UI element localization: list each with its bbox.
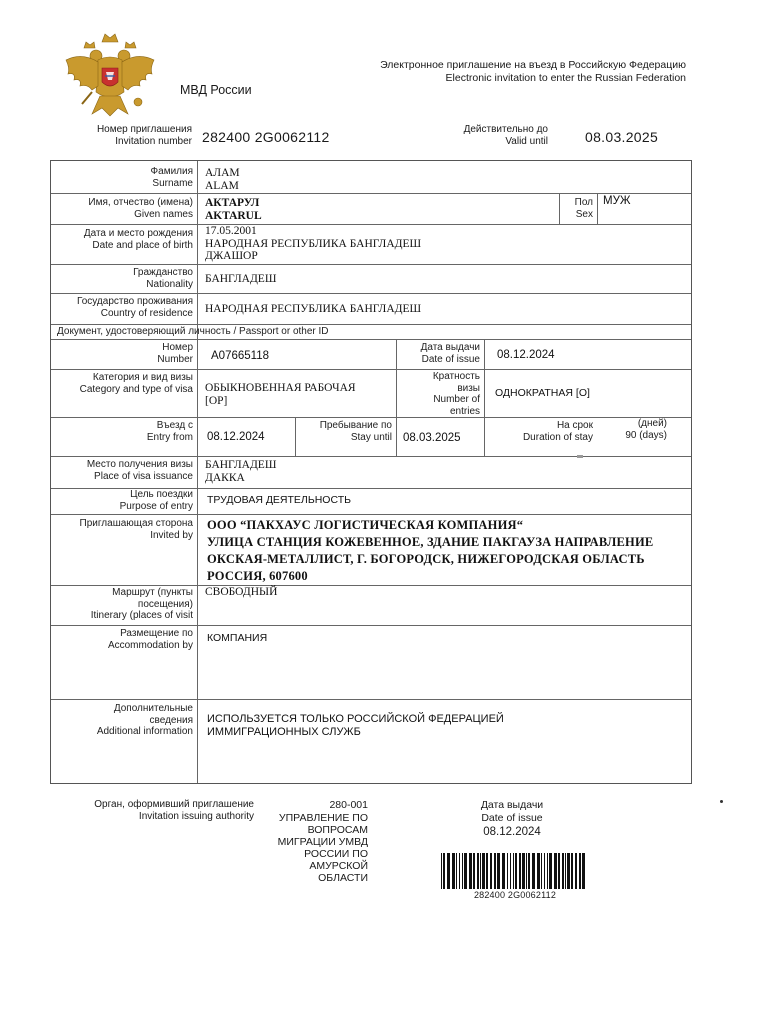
valid-until-date: 08.03.2025	[585, 129, 659, 145]
document-title-ru: Электронное приглашение на въезд в Российскую Федерацию	[380, 59, 686, 71]
visa-place-value	[205, 459, 276, 484]
label-ru: Дата и место рождения	[83, 228, 193, 239]
label-line: сведения	[149, 714, 193, 726]
label-ru: Номер	[162, 342, 193, 353]
valid-until-label	[420, 124, 548, 148]
barcode	[440, 853, 590, 889]
scan-speck	[577, 455, 583, 458]
passport-number-label	[55, 342, 193, 365]
label-en: Place of visa issuance	[94, 470, 193, 482]
barcode-bar	[565, 853, 566, 889]
label-line: Дополнительные	[113, 703, 193, 714]
barcode-bar	[443, 853, 445, 889]
barcode-bar	[473, 853, 475, 889]
birth-country: НАРОДНАЯ РЕСПУБЛИКА БАНГЛАДЕШ	[205, 237, 422, 250]
label-ru: На срок	[556, 420, 593, 431]
cell-divider	[396, 369, 397, 417]
barcode-bar	[522, 853, 525, 889]
purpose-value: ТРУДОВАЯ ДЕЯТЕЛЬНОСТЬ	[207, 494, 352, 506]
cell-divider	[295, 417, 296, 456]
birth-city: ДЖАШОР	[205, 250, 258, 262]
label-ru: Цель поездки	[130, 489, 193, 500]
label-en: Surname	[152, 177, 193, 189]
label-en: Stay until	[350, 431, 392, 443]
barcode-bar	[497, 853, 500, 889]
row-divider	[51, 699, 691, 700]
row-divider	[51, 456, 691, 457]
nationality-label	[55, 267, 193, 290]
itinerary-value: СВОБОДНЫЙ	[205, 586, 278, 598]
barcode-bar	[441, 853, 442, 889]
russian-coat-of-arms-emblem	[62, 30, 158, 118]
barcode-number: 282400 2G0062112	[473, 890, 557, 900]
invited-by-value	[207, 517, 653, 585]
surname-value	[205, 167, 240, 192]
row-divider	[51, 369, 691, 370]
label-ru: Государство проживания	[76, 296, 193, 307]
label-en: Nationality	[146, 278, 193, 290]
additional-info-label	[55, 703, 193, 738]
label-ru: Размещение по	[120, 628, 193, 639]
barcode-bar	[519, 853, 521, 889]
barcode-bar	[456, 853, 457, 889]
company-name: ООО “ПАКХАУС ЛОГИСТИЧЕСКАЯ КОМПАНИЯ“	[207, 518, 524, 532]
issuing-authority-label	[58, 799, 254, 823]
label-line: Кратность	[432, 371, 480, 382]
authority-line: ОБЛАСТИ	[318, 872, 368, 884]
label-ru: Гражданство	[133, 267, 193, 278]
visa-place-city: ДАККА	[205, 471, 245, 484]
date-of-issue-label	[399, 342, 480, 365]
label-ru: Пребывание по	[319, 420, 392, 431]
issue-date-value: 08.12.2024	[483, 826, 541, 838]
invited-by-label	[55, 518, 193, 541]
visa-category-value	[205, 382, 356, 407]
barcode-bar	[515, 853, 517, 889]
label-line: посещения)	[137, 598, 193, 610]
barcode-bar	[469, 853, 472, 889]
additional-info-value	[207, 713, 504, 739]
row-divider	[51, 264, 691, 265]
barcode-bar	[486, 853, 488, 889]
duration-unit: (дней)	[637, 418, 667, 429]
barcode-bar	[462, 853, 463, 889]
date-of-issue-value: 08.12.2024	[497, 349, 555, 361]
row-divider	[51, 324, 691, 325]
label-en: Category and type of visa	[79, 383, 193, 395]
label-ru: Пол	[574, 197, 593, 208]
label-line: Itinerary (places of visit	[90, 610, 193, 621]
label-en: Sex	[575, 208, 593, 220]
residence-value: НАРОДНАЯ РЕСПУБЛИКА БАНГЛАДЕШ	[205, 303, 422, 315]
purpose-label	[55, 489, 193, 512]
label-en: Date of issue	[421, 353, 480, 365]
label-ru: Действительно до	[463, 124, 548, 135]
label-en: Accommodation by	[107, 639, 193, 651]
given-names-value	[205, 197, 262, 222]
given-names-cyrillic: АКТАРУЛ	[205, 197, 260, 209]
label-ru: Дата выдачи	[480, 799, 544, 811]
label-en: Date of issue	[481, 812, 543, 824]
additional-line: ИММИГРАЦИОННЫХ СЛУЖБ	[207, 726, 361, 738]
nationality-value: БАНГЛАДЕШ	[205, 273, 277, 285]
multiplicity-value: ОДНОКРАТНАЯ [O]	[495, 387, 590, 399]
barcode-bar	[532, 853, 535, 889]
barcode-bar	[541, 853, 542, 889]
barcode-bar	[490, 853, 492, 889]
authority-line: АМУРСКОЙ	[309, 860, 368, 872]
barcode-bar	[510, 853, 511, 889]
accommodation-label	[55, 628, 193, 651]
barcode-bar	[582, 853, 585, 889]
passport-number-value: A07665118	[211, 350, 269, 362]
barcode-bar	[562, 853, 564, 889]
row-divider	[51, 514, 691, 515]
visa-category-line: ОБЫКНОВЕННАЯ РАБОЧАЯ	[205, 382, 356, 394]
row-divider	[51, 339, 691, 340]
birth-label	[55, 228, 193, 251]
visa-category-label	[55, 372, 193, 395]
label-ru: Номер приглашения	[96, 124, 192, 135]
label-en: Date and place of birth	[92, 239, 193, 251]
label-en: Invitation number	[115, 136, 192, 147]
authority-code: 280-001	[329, 799, 368, 811]
barcode-bar	[494, 853, 496, 889]
surname-latin: ALAM	[205, 179, 239, 192]
barcode-bar	[526, 853, 527, 889]
address-line: ОКСКАЯ-МЕТАЛЛИСТ, Г. БОГОРОДСК, НИЖЕГОРОДСКАЯ ОБЛАСТЬ	[207, 552, 645, 566]
authority-line: УПРАВЛЕНИЕ ПО	[278, 812, 368, 824]
label-en: Entry from	[146, 431, 193, 443]
accommodation-value: КОМПАНИЯ	[207, 632, 268, 644]
barcode-bar	[477, 853, 479, 889]
barcode-bar	[464, 853, 467, 889]
label-line: Маршрут (пункты	[112, 587, 193, 598]
multiplicity-label	[399, 371, 480, 417]
entry-from-value: 08.12.2024	[207, 431, 265, 443]
scan-speck	[720, 800, 723, 803]
barcode-bar	[459, 853, 460, 889]
label-en: Number	[157, 353, 193, 365]
authority-line: РОССИИ ПО	[304, 848, 368, 860]
stay-until-value: 08.03.2025	[403, 432, 461, 444]
row-divider	[51, 293, 691, 294]
cell-divider	[597, 193, 598, 224]
row-divider	[51, 193, 691, 194]
visa-place-country: БАНГЛАДЕШ	[205, 459, 277, 471]
authority-line: МИГРАЦИИ УМВД	[277, 836, 368, 848]
label-column-divider	[197, 161, 198, 783]
row-divider	[51, 625, 691, 626]
address-line: УЛИЦА СТАНЦИЯ КОЖЕВЕННОЕ, ЗДАНИЕ ПАКГАУЗА НАПРАВЛЕНИЕ	[207, 535, 654, 549]
barcode-bar	[452, 853, 455, 889]
surname-label	[55, 166, 193, 189]
label-ru: Фамилия	[150, 166, 193, 177]
barcode-bar	[480, 853, 481, 889]
barcode-bar	[575, 853, 577, 889]
barcode-bar	[502, 853, 505, 889]
visa-place-label	[55, 459, 193, 482]
label-ru: Имя, отчество (имена)	[88, 197, 193, 208]
barcode-bar	[547, 853, 548, 889]
row-divider	[51, 417, 691, 418]
cell-divider	[484, 339, 485, 369]
label-en: Purpose of entry	[119, 500, 193, 512]
label-line: Number of	[433, 394, 480, 405]
birth-value	[205, 225, 421, 263]
barcode-bar	[549, 853, 552, 889]
duration-days: 90 (days)	[625, 429, 667, 441]
label-ru: Орган, оформивший приглашение	[94, 799, 254, 810]
label-en: Invitation issuing authority	[138, 811, 254, 822]
label-en: Given names	[134, 208, 193, 220]
label-en: Valid until	[505, 136, 548, 147]
barcode-bar	[513, 853, 514, 889]
label-ru: Въезд с	[156, 420, 193, 431]
ministry-name: МВД России	[180, 83, 252, 97]
barcode-bar	[554, 853, 557, 889]
authority-name	[240, 812, 368, 884]
cell-divider	[559, 193, 560, 224]
cell-divider	[484, 369, 485, 417]
barcode-bar	[579, 853, 581, 889]
document-title-en: Electronic invitation to enter the Russian Federation	[445, 72, 686, 84]
cell-divider	[396, 417, 397, 456]
barcode-bar	[571, 853, 573, 889]
barcode-bar	[558, 853, 560, 889]
label-en: Invited by	[150, 529, 193, 541]
invitation-number-label	[70, 124, 192, 148]
label-ru: Приглашающая сторона	[79, 518, 193, 529]
label-ru: Категория и вид визы	[92, 372, 193, 383]
label-en: Country of residence	[100, 307, 193, 319]
duration-label	[487, 420, 593, 443]
label-en: Duration of stay	[522, 431, 593, 443]
barcode-bar	[528, 853, 530, 889]
document-title	[380, 59, 686, 85]
label-ru: Дата выдачи	[420, 342, 480, 353]
birth-date: 17.05.2001	[205, 225, 257, 237]
barcode-bar	[537, 853, 540, 889]
barcode-bar	[482, 853, 485, 889]
label-line: визы	[457, 382, 480, 394]
given-names-label	[55, 197, 193, 220]
label-ru: Место получения визы	[86, 459, 193, 470]
visa-category-code: [OP]	[205, 394, 228, 407]
authority-line: ВОПРОСАМ	[307, 824, 368, 836]
residence-label	[55, 296, 193, 319]
label-en: Additional information	[96, 726, 193, 737]
surname-cyrillic: АЛАМ	[205, 167, 240, 179]
cell-divider	[484, 417, 485, 456]
row-divider	[51, 585, 691, 586]
additional-line: ИСПОЛЬЗУЕТСЯ ТОЛЬКО РОССИЙСКОЙ ФЕДЕРАЦИЕЙ	[207, 713, 504, 725]
issue-date-label	[470, 799, 554, 825]
barcode-bar	[544, 853, 545, 889]
stay-until-label	[297, 420, 392, 443]
sex-value: МУЖ	[603, 195, 631, 207]
given-names-latin: AKTARUL	[205, 209, 262, 222]
itinerary-label	[55, 587, 193, 622]
barcode-bar	[567, 853, 570, 889]
invitation-number: 282400 2G0062112	[202, 129, 330, 145]
label-line: entries	[449, 405, 480, 417]
duration-value	[603, 418, 667, 441]
barcode-bar	[447, 853, 450, 889]
entry-from-label	[55, 420, 193, 443]
address-line: РОССИЯ, 607600	[207, 569, 308, 583]
sex-label	[561, 197, 593, 220]
barcode-bar	[507, 853, 508, 889]
invitation-form-table	[50, 160, 692, 784]
cell-divider	[396, 339, 397, 369]
document-section-header: Документ, удостоверяющий личность / Passport or other ID	[57, 326, 329, 337]
